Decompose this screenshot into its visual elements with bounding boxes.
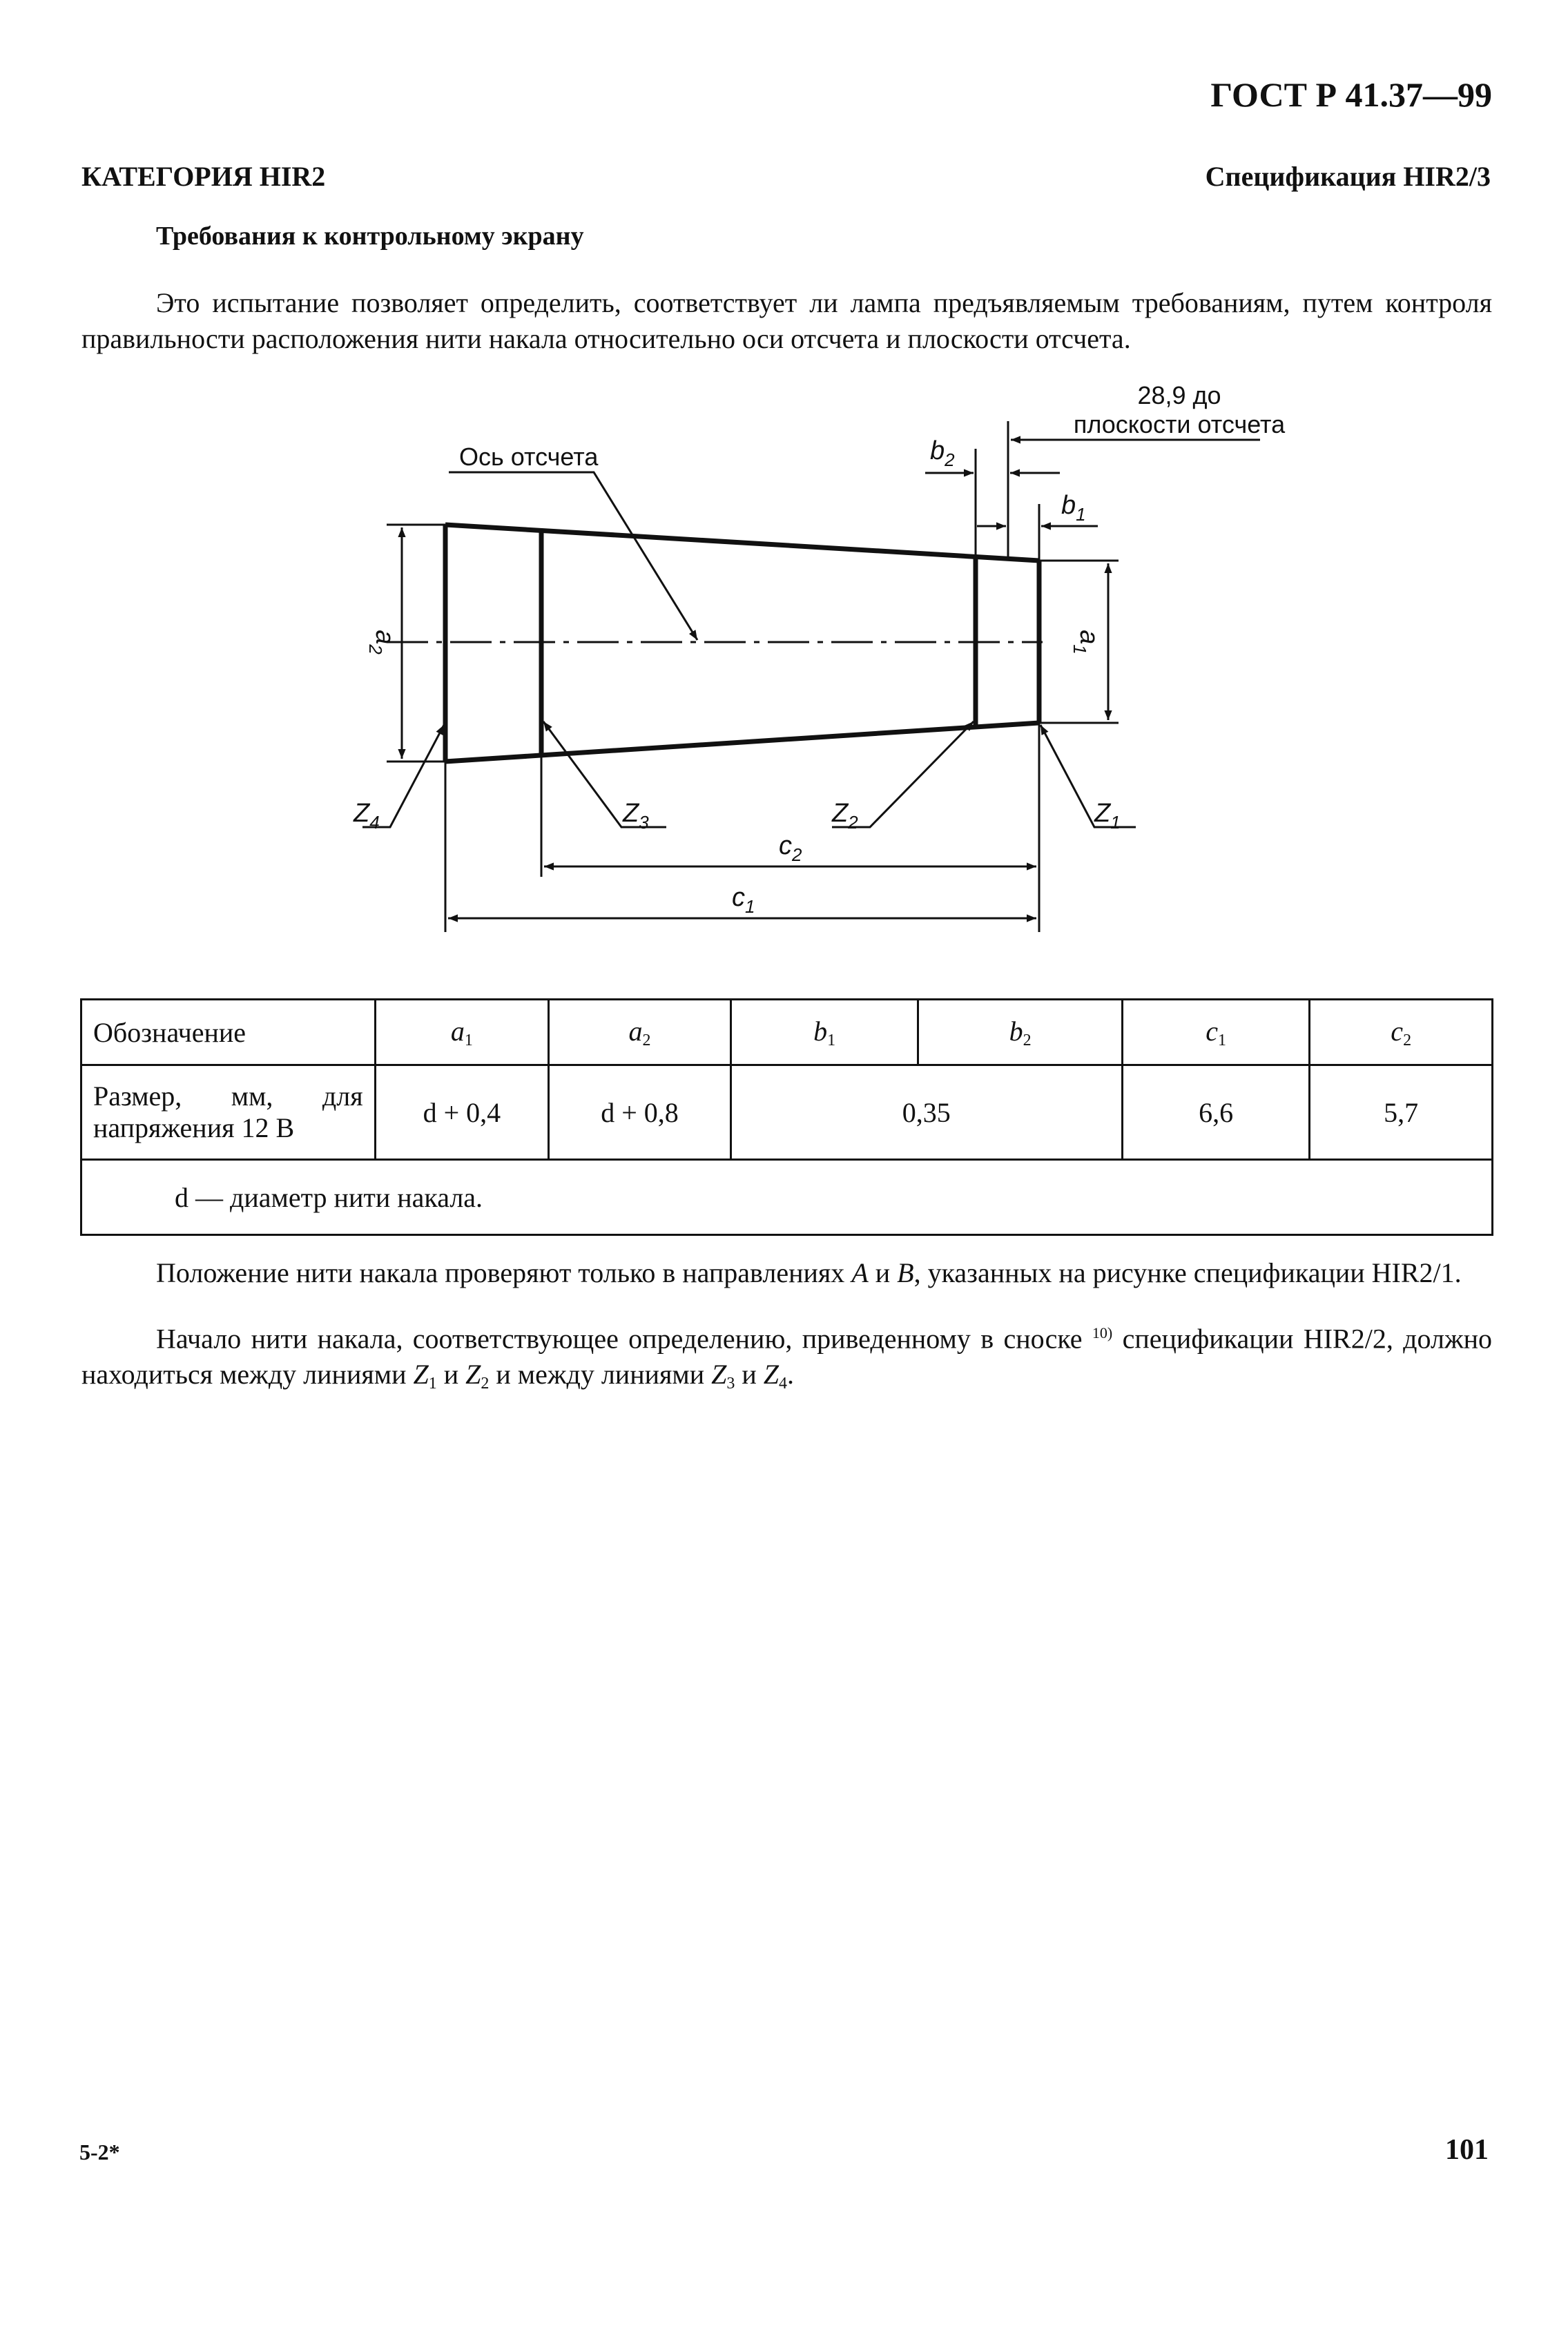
z-subscript: 2 xyxy=(481,1375,490,1393)
table-header-label: Обозначение xyxy=(81,1000,376,1065)
z-subscript: 1 xyxy=(428,1375,437,1393)
z-subscript: 3 xyxy=(726,1375,735,1393)
text: спецификации HIR2/2, должно находиться между линиями xyxy=(81,1323,1492,1390)
z-subscript: 4 xyxy=(779,1375,788,1393)
label-c2: $c_2$ xyxy=(779,831,802,865)
size-label: Размер, мм, для напряжения 12 В xyxy=(81,1065,376,1160)
specification-title: Спецификация HIR2/3 xyxy=(1205,161,1491,192)
value-c2: 5,7 xyxy=(1310,1065,1493,1160)
z1-leader xyxy=(1041,725,1136,827)
label-b1: $b_1$ xyxy=(1061,491,1086,525)
table-row xyxy=(81,1160,1493,1235)
dimensions-table xyxy=(80,998,1493,1236)
value-b: 0,35 xyxy=(730,1065,1122,1160)
document-number: ГОСТ Р 41.37—99 xyxy=(1210,75,1492,114)
value-a1: d + 0,4 xyxy=(375,1065,549,1160)
paragraph-filament-start xyxy=(81,1315,1492,1402)
z-symbol: Z xyxy=(763,1359,780,1390)
text: и xyxy=(436,1359,466,1390)
label-a2: $a_2$ xyxy=(365,630,399,655)
text: , указанных на рисунке спецификации HIR2/1. xyxy=(913,1257,1462,1288)
intro-paragraph: Это испытание позволяет определить, соответствует ли лампа предъявляемым требованиям, путем контроля правильности расположения нити накала относительно оси отсчета и плоскости отсчета. xyxy=(81,287,1492,354)
direction-b: B xyxy=(897,1257,914,1288)
symbol-a2: $a_2$ xyxy=(549,1000,731,1065)
table-row xyxy=(81,1065,1493,1160)
table-row xyxy=(81,1000,1493,1065)
reference-plane-label: плоскости отсчета xyxy=(1073,410,1286,438)
z-symbol: Z xyxy=(465,1359,481,1390)
filament-diagram xyxy=(0,0,1568,980)
label-z3: $Z_3$ xyxy=(623,799,649,833)
label-z4: $Z_4$ xyxy=(354,799,380,833)
label-z1: $Z_1$ xyxy=(1094,799,1121,833)
text: Положение нити накала проверяют только в направлениях xyxy=(156,1257,852,1288)
outline-top xyxy=(445,525,1039,561)
text: Начало нити накала, соответствующее определению, приведенному в сноске xyxy=(156,1323,1092,1355)
reference-plane-label: 28,9 до xyxy=(1137,381,1221,409)
text: и xyxy=(868,1257,898,1288)
symbol-c1: $c_1$ xyxy=(1122,1000,1310,1065)
table-note: d — диаметр нити накала. xyxy=(81,1160,1493,1235)
page-number: 101 xyxy=(1445,2134,1489,2166)
text: и xyxy=(735,1359,764,1390)
label-c1: $c_1$ xyxy=(732,883,755,917)
paragraph-directions xyxy=(81,1255,1492,1291)
z-symbol: Z xyxy=(413,1359,429,1390)
label-b2: $b_2$ xyxy=(930,436,955,470)
direction-a: A xyxy=(851,1257,869,1288)
reference-axis-label: Ось отсчета xyxy=(459,443,599,471)
outline-bottom xyxy=(445,723,1039,762)
text: и между линиями xyxy=(489,1359,712,1390)
symbol-b1: $b_1$ xyxy=(730,1000,918,1065)
symbol-b2: $b_2$ xyxy=(918,1000,1122,1065)
footnote-ref: 10) xyxy=(1092,1324,1113,1341)
value-c1: 6,6 xyxy=(1122,1065,1310,1160)
text: . xyxy=(787,1359,795,1390)
page-code: 5-2* xyxy=(79,2140,120,2164)
section-title: Требования к контрольному экрану xyxy=(156,222,584,251)
z-symbol: Z xyxy=(711,1359,727,1390)
axis-leader xyxy=(449,472,697,640)
symbol-c2: $c_2$ xyxy=(1310,1000,1493,1065)
category-title: КАТЕГОРИЯ HIR2 xyxy=(81,161,326,192)
symbol-a1: $a_1$ xyxy=(375,1000,549,1065)
label-a1: $a_1$ xyxy=(1069,630,1103,655)
label-z2: $Z_2$ xyxy=(832,799,858,833)
value-a2: d + 0,8 xyxy=(549,1065,731,1160)
